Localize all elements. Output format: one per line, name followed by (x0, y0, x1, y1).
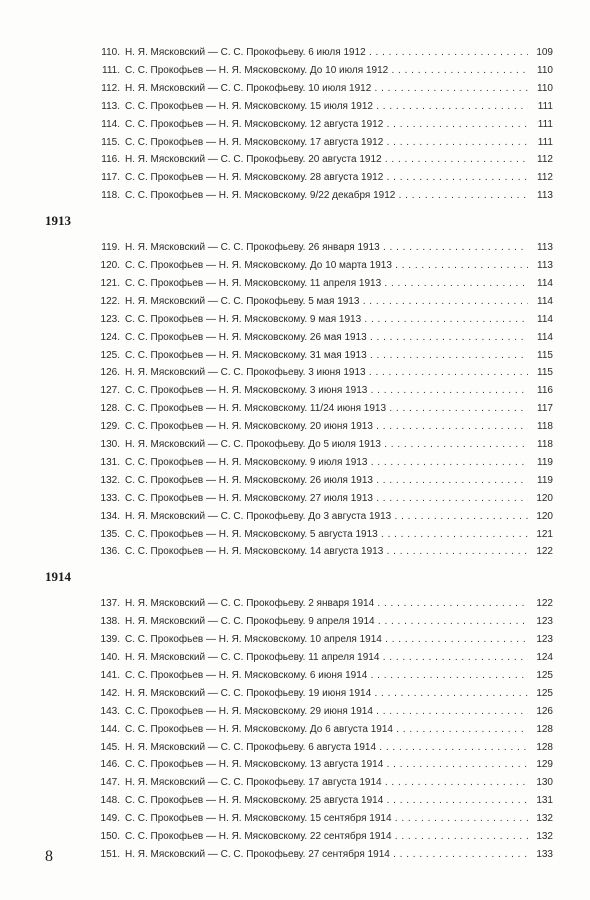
entry-page: 111 (537, 118, 553, 130)
toc-entry (0, 490, 590, 508)
entry-title: Н. Я. Мясковский — С. С. Прокофьеву. До 3 августа 1913 . . . (125, 508, 528, 526)
toc-entry (0, 329, 590, 347)
entry-page: 132 (536, 813, 553, 825)
entry-number: 142. (100, 687, 120, 699)
entry-title: С. С. Прокофьев — Н. Я. Мясковскому. 6 июня 1914 . . . (125, 667, 528, 685)
entry-page: 111 (537, 136, 553, 148)
entry-title: Н. Я. Мясковский — С. С. Прокофьеву. До 5 июля 1913 . . . (125, 436, 528, 454)
entry-number: 123. (100, 313, 120, 325)
entry-number: 136. (100, 546, 120, 558)
entry-title: С. С. Прокофьев — Н. Я. Мясковскому. 9 июля 1913 . . . (125, 454, 528, 472)
entry-title: Н. Я. Мясковский — С. С. Прокофьеву. 20 августа 1912 . . . (125, 151, 528, 169)
toc-entry (0, 151, 590, 169)
entry-number: 120. (100, 260, 120, 271)
entry-page: 114 (537, 295, 553, 307)
entry-number: 111. (102, 64, 120, 76)
entry-page: 130 (536, 777, 553, 789)
entry-title: С. С. Прокофьев — Н. Я. Мясковскому. 17 августа 1912 . . . (125, 134, 528, 152)
entry-page: 128 (536, 741, 553, 753)
entry-title: С. С. Прокофьев — Н. Я. Мясковскому. 11/24 июня 1913 . . . (125, 400, 528, 418)
entry-number: 118. (101, 190, 120, 202)
entry-page: 116 (537, 385, 553, 397)
entry-title: С. С. Прокофьев — Н. Я. Мясковскому. До 10 июля 1912 . . . (125, 62, 528, 80)
entry-number: 143. (100, 705, 120, 717)
entry-number: 140. (100, 652, 120, 663)
entry-number: 145. (100, 741, 120, 753)
entry-number: 119. (101, 242, 120, 254)
entry-title: Н. Я. Мясковский — С. С. Прокофьеву. 6 июля 1912 . . . (125, 44, 528, 62)
entry-title: С. С. Прокофьев — Н. Я. Мясковскому. 31 мая 1913 . . . (125, 347, 528, 365)
entry-page: 113 (537, 260, 553, 271)
entry-page: 118 (537, 439, 553, 450)
entry-number: 124. (100, 331, 120, 343)
toc-entry (0, 810, 590, 828)
entry-number: 150. (100, 831, 120, 842)
entry-number: 122. (100, 295, 120, 307)
toc-entry (0, 454, 590, 472)
toc-entry (0, 774, 590, 792)
entry-number: 110. (101, 47, 120, 58)
entry-title: С. С. Прокофьев — Н. Я. Мясковскому. 14 августа 1913 . . . (125, 543, 528, 561)
entry-number: 138. (100, 616, 120, 628)
entry-page: 114 (537, 313, 553, 325)
toc-entry (0, 116, 590, 134)
entry-title: С. С. Прокофьев — Н. Я. Мясковскому. До 6 августа 1914 . . . (125, 721, 528, 739)
toc-entry (0, 187, 590, 205)
entry-page: 125 (536, 687, 553, 699)
entry-number: 139. (100, 634, 120, 646)
entry-page: 132 (536, 831, 553, 842)
entry-page: 133 (536, 848, 553, 860)
entry-title: Н. Я. Мясковский — С. С. Прокофьеву. 9 апреля 1914 . . . (125, 613, 528, 631)
entry-page: 129 (536, 759, 553, 771)
toc-entry (0, 631, 590, 649)
toc-entry (0, 44, 590, 62)
toc-entry (0, 293, 590, 311)
toc-entry (0, 80, 590, 98)
entry-number: 117. (101, 172, 120, 184)
entry-page: 113 (537, 190, 553, 202)
toc-entry (0, 364, 590, 382)
entry-page: 109 (536, 47, 553, 58)
toc-entry (0, 62, 590, 80)
toc-entry (0, 685, 590, 703)
toc-entry (0, 169, 590, 187)
entry-number: 130. (100, 439, 120, 450)
entry-number: 132. (100, 474, 120, 486)
entry-title: С. С. Прокофьев — Н. Я. Мясковскому. 26 июля 1913 . . . (125, 472, 528, 490)
entry-title: С. С. Прокофьев — Н. Я. Мясковскому. До 10 марта 1913 . . . (125, 257, 528, 275)
entry-number: 148. (100, 795, 120, 807)
entry-page: 123 (536, 616, 553, 628)
entry-page: 121 (536, 528, 553, 540)
entry-title: С. С. Прокофьев — Н. Я. Мясковскому. 10 апреля 1914 . . . (125, 631, 528, 649)
toc-entry (0, 400, 590, 418)
entry-title: С. С. Прокофьев — Н. Я. Мясковскому. 27 июля 1913 . . . (125, 490, 528, 508)
entry-title: Н. Я. Мясковский — С. С. Прокофьеву. 2 января 1914 . . . (125, 595, 528, 613)
entry-title: Н. Я. Мясковский — С. С. Прокофьеву. 6 августа 1914 . . . (125, 739, 528, 757)
entry-title: С. С. Прокофьев — Н. Я. Мясковскому. 20 июня 1913 . . . (125, 418, 528, 436)
entry-page: 122 (536, 598, 553, 610)
entry-number: 115. (101, 136, 120, 148)
entry-number: 127. (100, 385, 120, 397)
entry-page: 128 (536, 723, 553, 735)
entry-page: 112 (537, 172, 553, 184)
entry-title: Н. Я. Мясковский — С. С. Прокофьеву. 11 апреля 1914 . . . (125, 649, 528, 667)
entry-page: 113 (537, 242, 553, 254)
toc-entry (0, 98, 590, 116)
entry-title: С. С. Прокофьев — Н. Я. Мясковскому. 22 сентября 1914 . . . (125, 828, 528, 846)
entry-number: 125. (100, 349, 120, 361)
entry-title: Н. Я. Мясковский — С. С. Прокофьеву. 3 июня 1913 . . . (125, 364, 528, 382)
entry-number: 112. (101, 82, 120, 94)
entry-title: С. С. Прокофьев — Н. Я. Мясковскому. 15 сентября 1914 . . . (125, 810, 528, 828)
entry-page: 120 (536, 492, 553, 504)
toc-entry (0, 543, 590, 561)
toc-entry (0, 418, 590, 436)
toc-entry (0, 311, 590, 329)
entry-page: 114 (537, 277, 553, 289)
entry-number: 114. (101, 118, 120, 130)
entry-title: С. С. Прокофьев — Н. Я. Мясковскому. 12 августа 1912 . . . (125, 116, 528, 134)
entry-number: 146. (100, 759, 120, 771)
toc-entry (0, 347, 590, 365)
entry-title: Н. Я. Мясковский — С. С. Прокофьеву. 27 сентября 1914 . . . (125, 846, 528, 864)
toc-entry (0, 756, 590, 774)
entry-page: 123 (536, 634, 553, 646)
entry-title: Н. Я. Мясковский — С. С. Прокофьеву. 5 мая 1913 . . . (125, 293, 528, 311)
entry-page: 110 (537, 82, 553, 94)
entry-page: 131 (536, 795, 553, 807)
entry-title: С. С. Прокофьев — Н. Я. Мясковскому. 28 августа 1912 . . . (125, 169, 528, 187)
entry-number: 116. (101, 154, 120, 166)
entry-number: 137. (100, 598, 120, 610)
entry-page: 117 (537, 403, 553, 415)
entry-page: 114 (537, 331, 553, 343)
entry-title: С. С. Прокофьев — Н. Я. Мясковскому. 13 августа 1914 . . . (125, 756, 528, 774)
entry-number: 129. (100, 421, 120, 433)
entry-page: 124 (536, 652, 553, 663)
entry-number: 133. (100, 492, 120, 504)
entry-page: 115 (537, 367, 553, 379)
entry-page: 112 (537, 154, 553, 166)
entry-number: 128. (100, 403, 120, 415)
toc-entry (0, 595, 590, 613)
toc-entry (0, 526, 590, 544)
entry-page: 110 (537, 64, 553, 76)
toc-entry (0, 846, 590, 864)
entry-title: С. С. Прокофьев — Н. Я. Мясковскому. 25 августа 1914 . . . (125, 792, 528, 810)
toc-entry (0, 275, 590, 293)
entry-number: 149. (100, 813, 120, 825)
toc-entry (0, 703, 590, 721)
toc-entry (0, 828, 590, 846)
entry-title: С. С. Прокофьев — Н. Я. Мясковскому. 29 июня 1914 . . . (125, 703, 528, 721)
year-heading: 1913 (45, 213, 71, 229)
toc-entry (0, 382, 590, 400)
entry-number: 147. (100, 777, 120, 789)
year-heading: 1914 (45, 569, 71, 585)
entry-page: 119 (537, 474, 553, 486)
entry-page: 125 (536, 669, 553, 681)
entry-title: С. С. Прокофьев — Н. Я. Мясковскому. 5 августа 1913 . . . (125, 526, 528, 544)
entry-number: 113. (101, 100, 120, 112)
toc-entry (0, 508, 590, 526)
entry-page: 120 (536, 510, 553, 522)
entry-page: 119 (537, 456, 553, 468)
toc-entry (0, 613, 590, 631)
entry-number: 151. (100, 848, 120, 860)
entry-title: Н. Я. Мясковский — С. С. Прокофьеву. 19 июня 1914 . . . (125, 685, 528, 703)
entry-number: 135. (100, 528, 120, 540)
toc-entry (0, 721, 590, 739)
toc-entry (0, 667, 590, 685)
entry-page: 115 (537, 349, 553, 361)
toc-entry (0, 649, 590, 667)
entry-title: С. С. Прокофьев — Н. Я. Мясковскому. 11 апреля 1913 . . . (125, 275, 528, 293)
toc-entry (0, 134, 590, 152)
page-number: 8 (45, 848, 53, 865)
toc-entry (0, 472, 590, 490)
entry-number: 141. (100, 669, 120, 681)
entry-title: С. С. Прокофьев — Н. Я. Мясковскому. 26 мая 1913 . . . (125, 329, 528, 347)
toc-entry (0, 257, 590, 275)
toc-entry (0, 239, 590, 257)
entry-number: 144. (100, 723, 120, 735)
toc-entry (0, 436, 590, 454)
entry-number: 134. (100, 510, 120, 522)
toc-entry (0, 792, 590, 810)
entry-title: С. С. Прокофьев — Н. Я. Мясковскому. 9 мая 1913 . . . (125, 311, 528, 329)
entry-number: 131. (100, 456, 120, 468)
entry-title: Н. Я. Мясковский — С. С. Прокофьеву. 17 августа 1914 . . . (125, 774, 528, 792)
toc-entry (0, 739, 590, 757)
entry-title: Н. Я. Мясковский — С. С. Прокофьеву. 10 июля 1912 . . . (125, 80, 528, 98)
entry-title: Н. Я. Мясковский — С. С. Прокофьеву. 26 января 1913 . . . (125, 239, 528, 257)
entry-page: 126 (536, 705, 553, 717)
entry-page: 111 (537, 100, 553, 112)
entry-number: 126. (100, 367, 120, 379)
entry-number: 121. (100, 277, 120, 289)
entry-page: 118 (537, 421, 553, 433)
entry-title: С. С. Прокофьев — Н. Я. Мясковскому. 15 июля 1912 . . . (125, 98, 528, 116)
entry-page: 122 (536, 546, 553, 558)
entry-title: С. С. Прокофьев — Н. Я. Мясковскому. 9/22 декабря 1912 . . . (125, 187, 528, 205)
entry-title: С. С. Прокофьев — Н. Я. Мясковскому. 3 июня 1913 . . . (125, 382, 528, 400)
